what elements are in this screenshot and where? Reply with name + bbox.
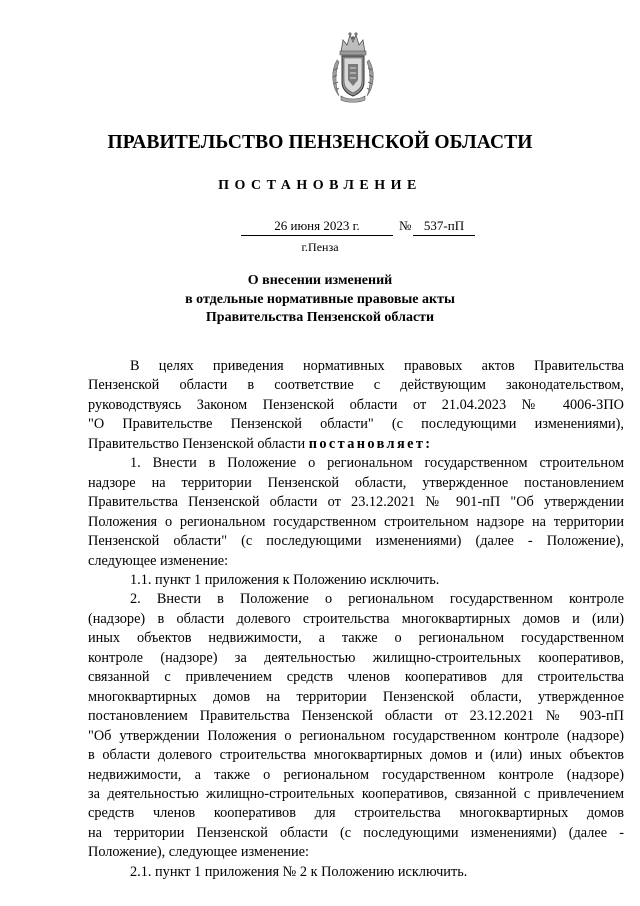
organization-title: ПРАВИТЕЛЬСТВО ПЕНЗЕНСКОЙ ОБЛАСТИ (107, 132, 533, 153)
resolution-verb: постановляет: (308, 435, 433, 452)
body-line (88, 435, 624, 454)
body-line: (надзоре) в области долевого строительства многоквартирных домов и (или) (88, 610, 624, 627)
subject-line: в отдельные нормативные правовые акты (185, 291, 455, 307)
body-line: руководствуясь Законом Пензенской области от 21.04.2023 № 4006-ЗПО (88, 396, 624, 413)
body-line: в области долевого строительства многоквартирных домов и (или) иных объектов (88, 747, 624, 764)
date-number-row (0, 218, 640, 236)
body-line: связанной с привлечением средств членов кооперативов для строительства (88, 669, 624, 686)
body-line: контроле (надзоре) за деятельностью жилищно-строительных кооперативов, (88, 649, 624, 666)
body-line: надзоре на территории Пензенской области, утвержденное постановлением (88, 474, 624, 491)
penza-coat-of-arms-icon (327, 30, 379, 104)
body-line: Правительства Пензенской области от 23.12.2021 № 901-пП "Об утверждении (88, 494, 624, 511)
number-sign: № (399, 218, 412, 233)
body-line: 1.1. пункт 1 приложения к Положению исключить. (130, 571, 440, 588)
preamble-subject: Правительство Пензенской области (88, 435, 306, 452)
body-line: за деятельностью жилищно-строительных кооперативов, связанной с привлечением (88, 785, 624, 802)
subject-line: О внесении изменений (247, 273, 393, 288)
body-line: постановлением Правительства Пензенской области от 23.12.2021 № 903-пП (88, 708, 624, 725)
body-line: 2. Внести в Положение о региональном государственном контроле (130, 591, 624, 608)
body-line: многоквартирных домов на территории Пензенской области, утвержденное (88, 688, 624, 705)
document-date: 26 июня 2023 г. (241, 218, 393, 236)
body-line: на территории Пензенской области (с последующими изменениями) (далее - (88, 824, 624, 841)
city: г.Пенза (301, 240, 339, 254)
document-body (88, 357, 624, 882)
body-line: "О Правительстве Пензенской области" (с последующими изменениями), (88, 416, 624, 433)
body-line: Пензенской области в соответствие с действующим законодательством, (88, 377, 624, 394)
body-line: Положения о региональном государственном строительном надзоре на территории (88, 513, 624, 530)
body-line: Положение), следующее изменение: (88, 844, 309, 861)
body-line: средств членов кооперативов для строительства многоквартирных домов (88, 805, 624, 822)
body-line: В целях приведения нормативных правовых актов Правительства (130, 358, 624, 374)
body-line: Пензенской области" (с последующими изменениями) (далее - Положение), (88, 533, 624, 550)
body-line: 2.1. пункт 1 приложения № 2 к Положению исключить. (130, 863, 468, 880)
document-type: ПОСТАНОВЛЕНИЕ (218, 178, 422, 193)
body-line: "Об утверждении Положения о региональном государственном контроле (надзоре) (88, 727, 624, 744)
body-line: недвижимости, а также о региональном государственном контроле (надзоре) (88, 766, 624, 783)
subject-line: Правительства Пензенской области (205, 310, 435, 325)
document-number: 537-пП (413, 218, 475, 236)
document-subject (0, 272, 640, 328)
body-line: иных объектов недвижимости, а также о региональном государственном (88, 630, 624, 647)
body-line: следующее изменение: (88, 552, 229, 569)
body-line: 1. Внести в Положение о региональном государственном строительном (130, 455, 624, 472)
